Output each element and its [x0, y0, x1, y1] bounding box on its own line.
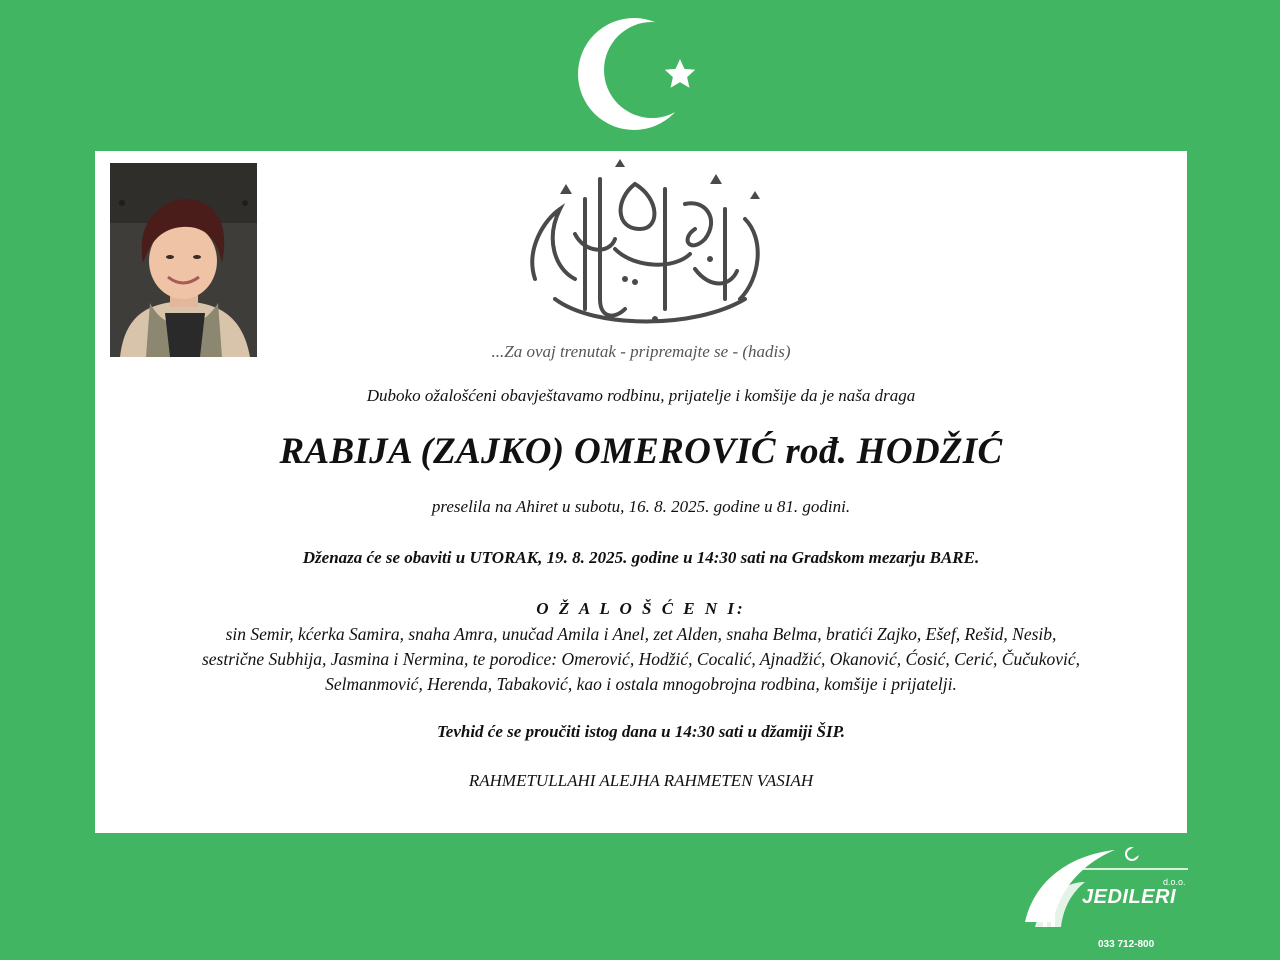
hadis-quote: ...Za ovaj trenutak - pripremajte se - (hadis) [491, 342, 791, 361]
crescent-star-icon [570, 12, 710, 142]
passing-date: preselila na Ahiret u subotu, 16. 8. 2025. godine u 81. godini. [431, 497, 851, 516]
closing-prayer: RAHMETULLAHI ALEJHA RAHMETEN VASIAH [468, 771, 814, 790]
tevhid-info: Tevhid će se proučiti istog dana u 14:30 sati u džamiji ŠIP. [436, 722, 846, 741]
calligraphy-emblem [515, 159, 775, 339]
intro-text: Duboko ožalošćeni obavještavamo rodbinu, prijatelje i komšije da je naša draga [366, 386, 916, 405]
logo-name: JEDILERI [1082, 886, 1177, 908]
portrait-photo [110, 163, 257, 357]
mourners-line: Selmanmović, Herenda, Tabaković, kao i ostala mnogobrojna rodbina, komšije i prijatelji. [325, 674, 957, 694]
mourners-line: sestrične Subhija, Jasmina i Nermina, te porodice: Omerović, Hodžić, Cocalić, Ajnadžić, Okanović, Ćosić, Cerić, Čučuković, [201, 649, 1081, 669]
obituary-card [95, 151, 1187, 833]
logo-phone: 033 712-800 [1098, 939, 1155, 950]
mourners-list [95, 622, 1187, 697]
deceased-name: RABIJA (ZAJKO) OMEROVIĆ rođ. HODŽIĆ [279, 431, 1003, 472]
jedileri-logo [1015, 842, 1195, 957]
funeral-info: Dženaza će se obaviti u UTORAK, 19. 8. 2025. godine u 14:30 sati na Gradskom mezarju BARE. [302, 548, 980, 567]
logo-subtitle-line [1073, 868, 1188, 870]
mourners-line: sin Semir, kćerka Samira, snaha Amra, unučad Amila i Anel, zet Alden, snaha Belma, bratići Zajko, Ešef, Rešid, Nesib, [225, 624, 1057, 644]
mourners-title: O Ž A L O Š Ć E N I: [536, 599, 746, 618]
logo-suffix: d.o.o. [1163, 877, 1186, 887]
